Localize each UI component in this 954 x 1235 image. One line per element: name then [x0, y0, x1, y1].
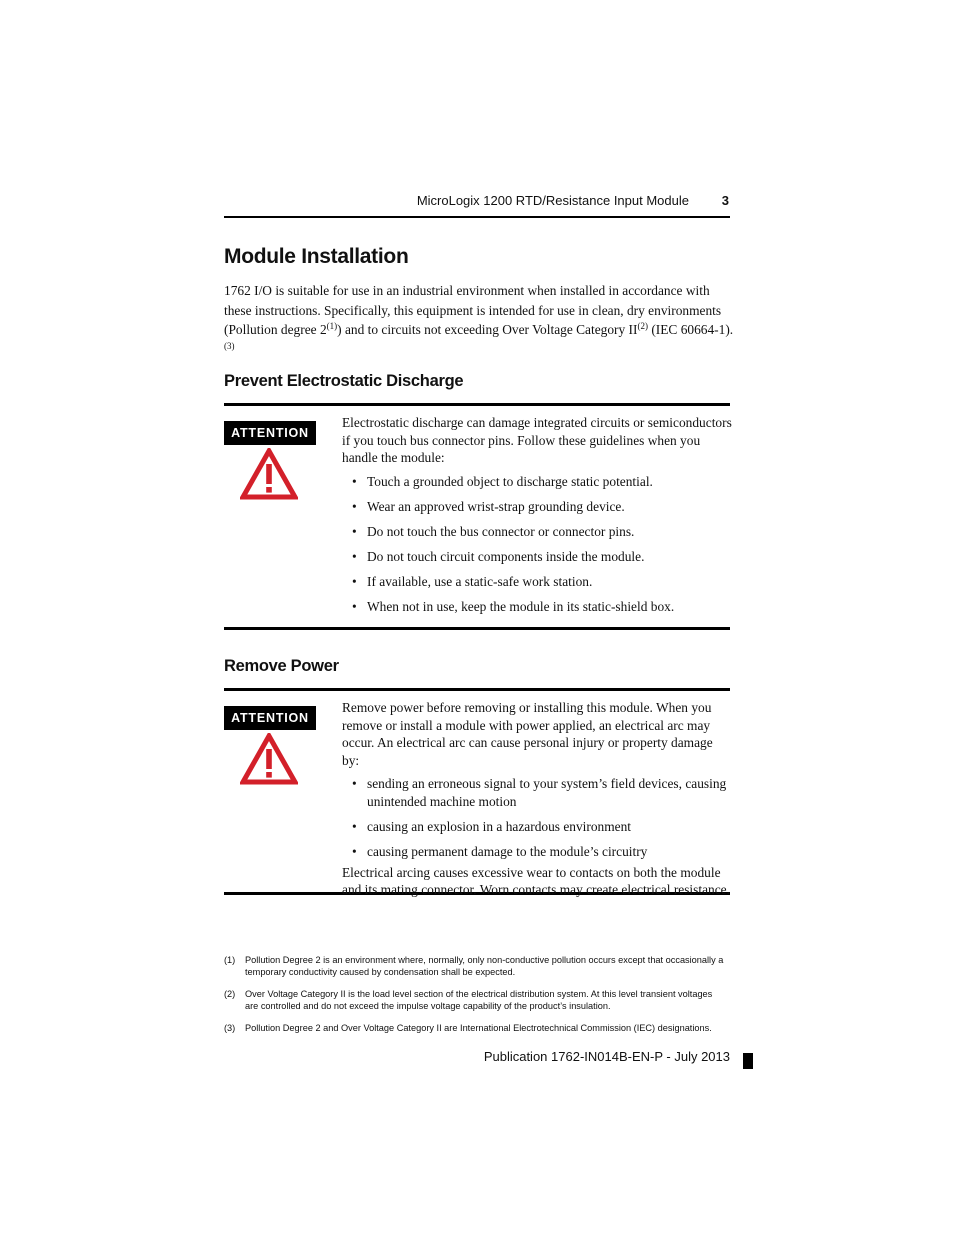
intro-text-1: 1762 I/O is suitable for use in an industrial environment when installed in accordance with these instructions. Specifically, this equipment is intended for use in clean, dry environments (Pollution degree 2 [224, 283, 722, 337]
power-intro: Remove power before removing or installing this module. When you remove or install a module with power applied, an electrical arc may occur. An electrical arc can cause personal injury or property damage by: [342, 700, 713, 768]
warning-triangle-icon [240, 448, 298, 500]
list-item: • sending an erroneous signal to your system’s field devices, causing unintended machine motion [342, 775, 732, 810]
footnote-ref-1[interactable]: (1) [326, 321, 338, 331]
list-item: • Do not touch circuit components inside the module. [342, 548, 732, 566]
footnote-text: Pollution Degree 2 is an environment where, normally, only non-conductive pollution occurs except that occasionally a temporary conductivity caused by condensation shall be expected. [245, 955, 724, 977]
intro-text-2: ) and to circuits not exceeding Over Voltage Category II [337, 322, 638, 337]
footnote-number: (3) [224, 1023, 236, 1033]
footnote-3 [224, 1022, 724, 1034]
attention-label: ATTENTION [224, 706, 316, 730]
warning-triangle-icon [240, 733, 298, 785]
esd-attention-content [342, 414, 732, 623]
list-item: • Do not touch the bus connector or connector pins. [342, 523, 732, 541]
header-title: MicroLogix 1200 RTD/Resistance Input Module [416, 193, 689, 208]
power-heading: Remove Power [224, 657, 339, 675]
list-item: • causing an explosion in a hazardous environment [342, 818, 732, 836]
power-hazards-list [342, 775, 732, 860]
footnote-ref-3[interactable]: (3) [224, 340, 235, 351]
section-title: Module Installation [224, 245, 409, 268]
intro-text-3: (IEC 60664-1). [647, 322, 734, 337]
list-item: • Wear an approved wrist-strap grounding device. [342, 498, 732, 516]
intro-paragraph [224, 281, 734, 359]
footnote-number: (1) [224, 955, 236, 965]
list-item: • When not in use, keep the module in its static-shield box. [342, 598, 732, 616]
list-item: • Touch a grounded object to discharge static potential. [342, 473, 732, 491]
esd-intro: Electrostatic discharge can damage integrated circuits or semiconductors if you touch bus connector pins. Follow these guidelines when you handle the module: [342, 415, 732, 465]
footnote-ref-2[interactable]: (2) [637, 321, 648, 331]
page-number: 3 [721, 193, 729, 208]
esd-attention-block [224, 403, 730, 630]
attention-label: ATTENTION [224, 421, 316, 445]
footnote-text: Over Voltage Category II is the load level section of the electrical distribution system. At this level transient voltages are controlled and do not exceed the impulse voltage capability of the product’s insulation. [245, 989, 713, 1011]
power-attention-content [342, 699, 732, 899]
esd-heading: Prevent Electrostatic Discharge [224, 372, 464, 390]
list-item: • If available, use a static-safe work station. [342, 573, 732, 591]
page-edge-marker [743, 1053, 753, 1069]
footnote-text: Pollution Degree 2 and Over Voltage Category II are International Electrotechnical Commission (IEC) designations. [245, 1023, 712, 1033]
publication-footer: Publication 1762-IN014B-EN-P - July 2013 [483, 1049, 730, 1064]
list-item: • causing permanent damage to the module’s circuitry [342, 843, 732, 861]
footnotes [224, 954, 724, 1034]
footnote-number: (2) [224, 989, 236, 999]
footnote-2 [224, 988, 724, 1012]
power-closing: Electrical arcing causes excessive wear to contacts on both the module and its mating connector. Worn contacts may create electrical resistance. [342, 864, 730, 897]
footnote-1 [224, 954, 724, 978]
running-header [224, 190, 730, 218]
power-attention-block [224, 688, 730, 895]
esd-guidelines-list [342, 473, 732, 616]
